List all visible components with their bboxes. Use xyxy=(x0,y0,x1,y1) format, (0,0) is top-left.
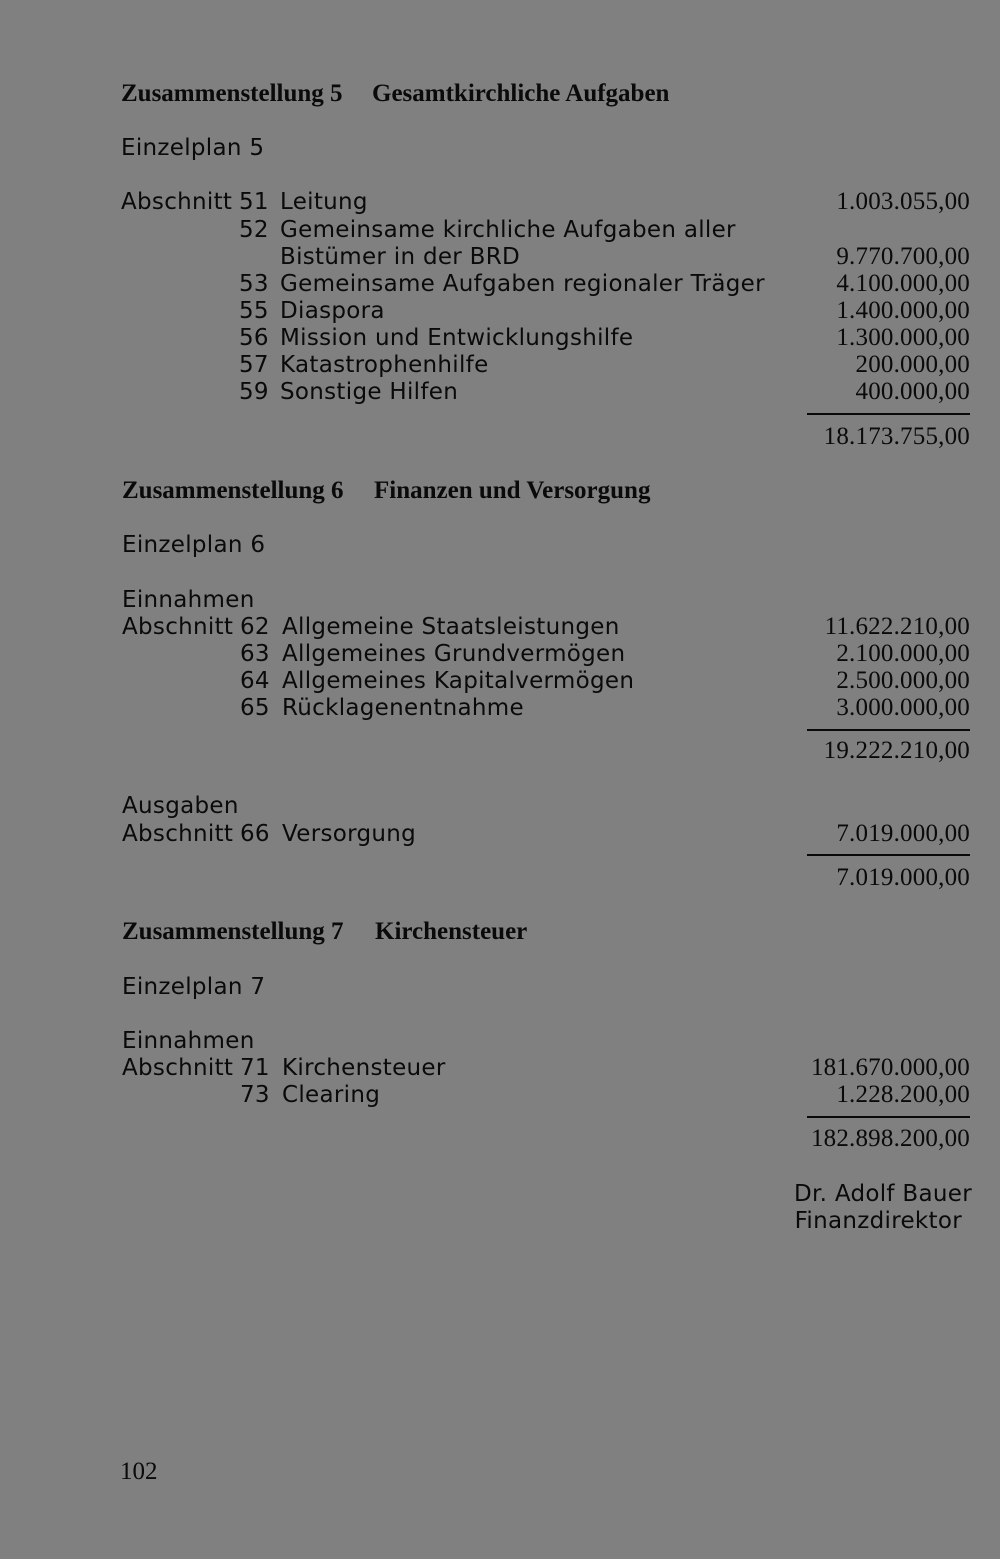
row-amount: 4.100.000,00 xyxy=(836,270,970,297)
einnahmen-total: 19.222.210,00 xyxy=(823,737,970,764)
section-number: 53 xyxy=(239,271,269,297)
section-number: 59 xyxy=(239,379,269,405)
section-number: 55 xyxy=(239,298,269,324)
row-amount: 11.622.210,00 xyxy=(824,613,970,640)
row-amount: 200.000,00 xyxy=(855,351,970,378)
abschnitt-label: Abschnitt xyxy=(122,614,234,640)
heading-number: Zusammenstellung 6 xyxy=(122,477,344,504)
row-amount: 1.300.000,00 xyxy=(836,324,970,351)
row-amount: 3.000.000,00 xyxy=(836,694,970,721)
row-name: Sonstige Hilfen xyxy=(280,379,459,405)
section-number: 66 xyxy=(240,821,270,847)
row-amount: 9.770.700,00 xyxy=(836,243,970,270)
row-name: Clearing xyxy=(282,1082,381,1108)
abschnitt-label: Abschnitt xyxy=(122,821,234,847)
section-number: 56 xyxy=(239,325,269,351)
ausgaben-label: Ausgaben xyxy=(122,793,239,819)
row-name: Versorgung xyxy=(282,821,417,847)
einnahmen-label: Einnahmen xyxy=(122,587,255,613)
row-name: Leitung xyxy=(280,189,368,215)
einzelplan-label: Einzelplan 5 xyxy=(121,135,265,161)
einzelplan-label: Einzelplan 7 xyxy=(122,974,266,1000)
table-row xyxy=(121,216,1000,244)
row-name: Gemeinsame Aufgaben regionaler Träger xyxy=(280,271,765,297)
row-name-continuation: Bistümer in der BRD xyxy=(280,244,521,270)
einnahmen-label: Einnahmen xyxy=(122,1028,255,1054)
row-amount: 2.100.000,00 xyxy=(836,640,970,667)
sum-rule xyxy=(807,1116,970,1118)
section-number: 71 xyxy=(240,1055,270,1081)
row-amount: 181.670.000,00 xyxy=(810,1054,970,1081)
row-amount: 7.019.000,00 xyxy=(836,820,970,847)
section-total: 182.898.200,00 xyxy=(810,1125,970,1152)
row-amount: 2.500.000,00 xyxy=(836,667,970,694)
section-number: 62 xyxy=(240,614,270,640)
ausgaben-total: 7.019.000,00 xyxy=(836,864,970,891)
sum-rule xyxy=(807,854,970,856)
section-heading-6 xyxy=(122,477,651,505)
sum-rule xyxy=(807,729,970,731)
section-number: 51 xyxy=(239,189,269,215)
row-name: Diaspora xyxy=(280,298,385,324)
row-amount: 400.000,00 xyxy=(855,378,970,405)
heading-title: Kirchensteuer xyxy=(375,918,528,945)
signature-name: Dr. Adolf Bauer xyxy=(793,1181,972,1207)
section-number: 63 xyxy=(240,641,270,667)
sum-rule xyxy=(807,413,970,415)
heading-title: Gesamtkirchliche Aufgaben xyxy=(372,80,670,107)
row-name: Gemeinsame kirchliche Aufgaben aller xyxy=(280,217,736,243)
heading-title: Finanzen und Versorgung xyxy=(374,477,651,504)
heading-number: Zusammenstellung 7 xyxy=(122,918,344,945)
signature-role: Finanzdirektor xyxy=(794,1208,962,1234)
heading-number: Zusammenstellung 5 xyxy=(121,80,343,107)
abschnitt-label: Abschnitt xyxy=(122,1055,234,1081)
row-name: Allgemeines Kapitalvermögen xyxy=(282,668,635,694)
row-name: Katastrophenhilfe xyxy=(280,352,489,378)
section-total: 18.173.755,00 xyxy=(823,423,970,450)
einzelplan-label: Einzelplan 6 xyxy=(122,532,266,558)
section-heading-5 xyxy=(121,80,670,108)
row-name: Allgemeines Grundvermögen xyxy=(282,641,626,667)
section-number: 65 xyxy=(240,695,270,721)
row-amount: 1.228.200,00 xyxy=(836,1081,970,1108)
page-number: 102 xyxy=(120,1458,158,1485)
row-name: Allgemeine Staatsleistungen xyxy=(282,614,620,640)
section-number: 73 xyxy=(240,1082,270,1108)
row-name: Rücklagenentnahme xyxy=(282,695,524,721)
section-number: 64 xyxy=(240,668,270,694)
row-amount: 1.003.055,00 xyxy=(836,188,970,215)
section-number: 57 xyxy=(239,352,269,378)
row-name: Mission und Entwicklungshilfe xyxy=(280,325,634,351)
row-name: Kirchensteuer xyxy=(282,1055,446,1081)
row-amount: 1.400.000,00 xyxy=(836,297,970,324)
section-number: 52 xyxy=(239,217,269,243)
section-heading-7 xyxy=(122,918,528,946)
abschnitt-label: Abschnitt xyxy=(121,189,233,215)
